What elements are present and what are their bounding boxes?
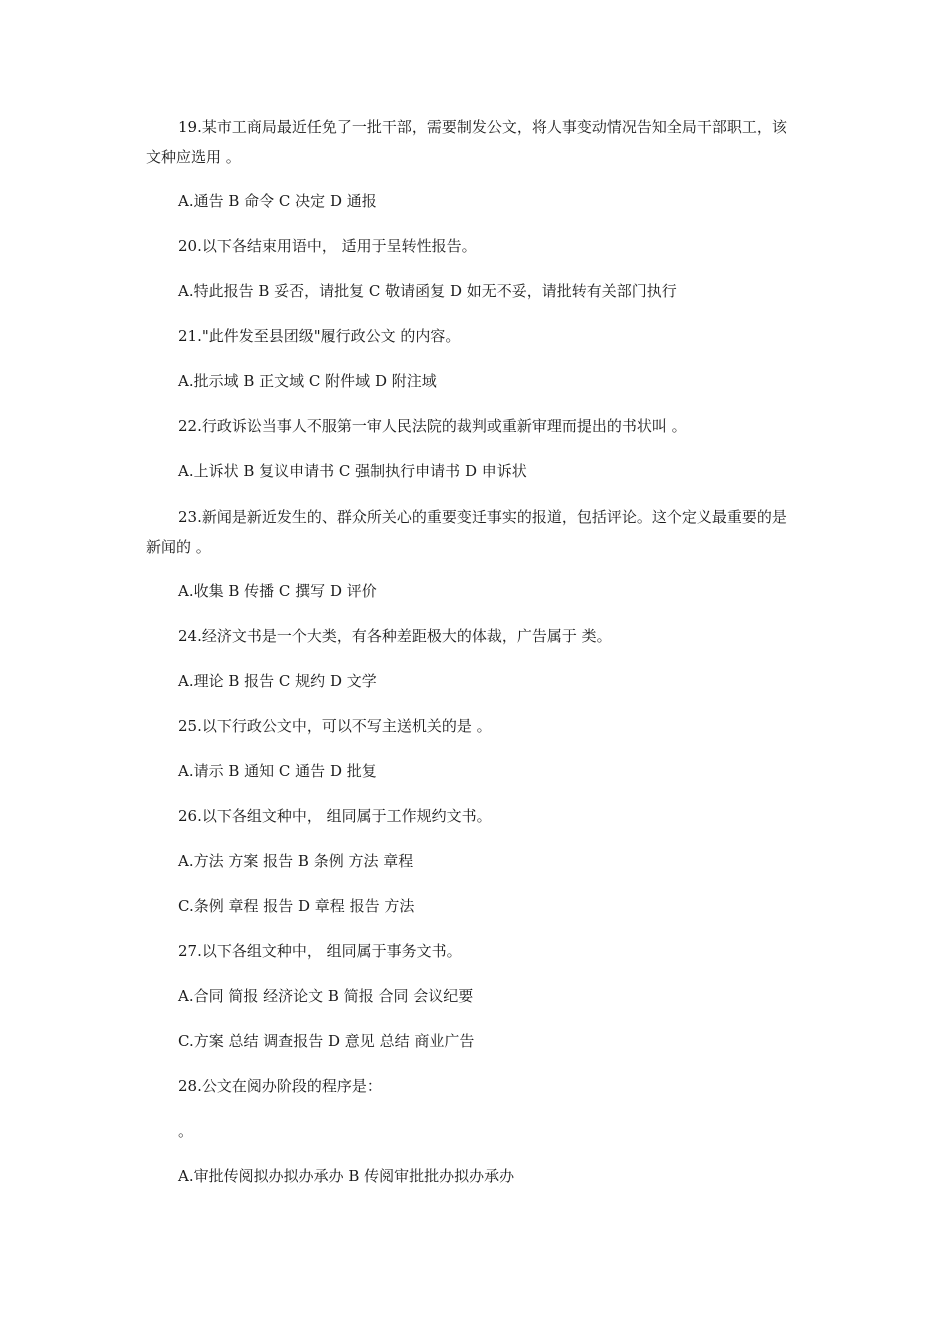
question-28-blank: 。 <box>178 1122 194 1140</box>
options-22: A.上诉状 B 复议申请书 C 强制执行申请书 D 申诉状 <box>178 462 527 480</box>
options-28: A.审批传阅拟办拟办承办 B 传阅审批批办拟办承办 <box>178 1167 515 1185</box>
question-26: 26.以下各组文种中， 组同属于工作规约文书。 <box>178 807 492 825</box>
options-20: A.特此报告 B 妥否，请批复 C 敬请函复 D 如无不妥，请批转有关部门执行 <box>178 282 677 300</box>
question-25: 25.以下行政公文中，可以不写主送机关的是 。 <box>178 717 492 735</box>
question-27: 27.以下各组文种中， 组同属于事务文书。 <box>178 942 462 960</box>
options-21: A.批示域 B 正文域 C 附件域 D 附注域 <box>178 372 437 390</box>
question-22: 22.行政诉讼当事人不服第一审人民法院的裁判或重新审理而提出的书状叫 。 <box>178 417 687 435</box>
options-25: A.请示 B 通知 C 通告 D 批复 <box>178 762 377 780</box>
question-19: 19.某市工商局最近任免了一批干部，需要制发公文，将人事变动情况告知全局干部职工，该文种应选用 。 <box>146 118 787 166</box>
options-24: A.理论 B 报告 C 规约 D 文学 <box>178 672 377 690</box>
options-27-ab: A.合同 简报 经济论文 B 简报 合同 会议纪要 <box>178 987 474 1005</box>
question-21: 21."此件发至县团级"履行政公文 的内容。 <box>178 327 461 345</box>
question-20: 20.以下各结束用语中， 适用于呈转性报告。 <box>178 237 477 255</box>
question-24: 24.经济文书是一个大类，有各种差距极大的体裁，广告属于 类。 <box>178 627 612 645</box>
options-23: A.收集 B 传播 C 撰写 D 评价 <box>178 582 377 600</box>
options-19: A.通告 B 命令 C 决定 D 通报 <box>178 192 377 210</box>
options-26-cd: C.条例 章程 报告 D 章程 报告 方法 <box>178 897 415 915</box>
question-28: 28.公文在阅办阶段的程序是： <box>178 1077 382 1095</box>
question-23: 23.新闻是新近发生的、群众所关心的重要变迁事实的报道，包括评论。这个定义最重要的是新闻的 。 <box>146 508 787 556</box>
options-27-cd: C.方案 总结 调查报告 D 意见 总结 商业广告 <box>178 1032 475 1050</box>
options-26-ab: A.方法 方案 报告 B 条例 方法 章程 <box>178 852 414 870</box>
